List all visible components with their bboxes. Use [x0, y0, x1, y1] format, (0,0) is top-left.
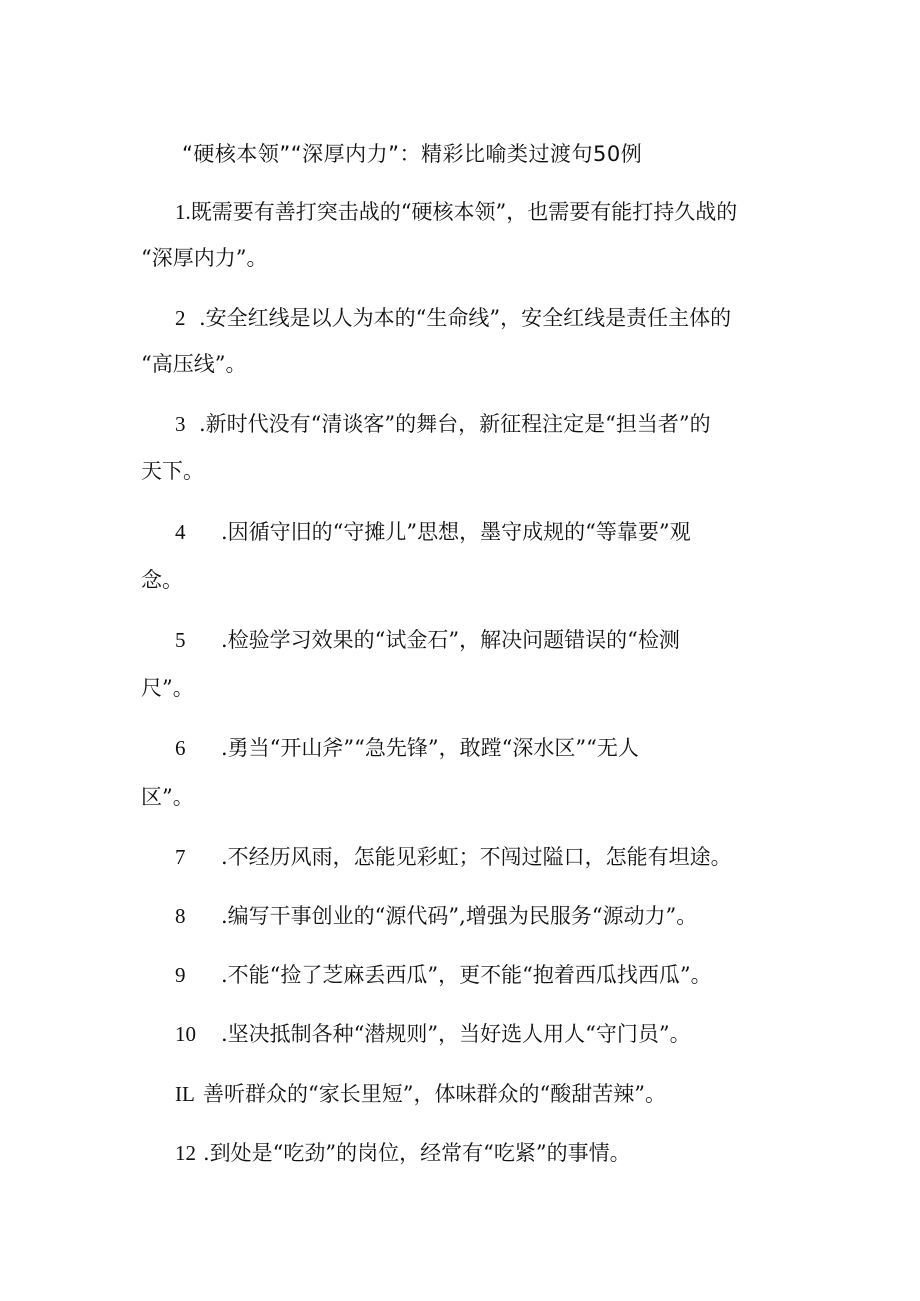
list-item-continuation: [141, 350, 246, 378]
item-text: .到处是“吃劲”的岗位，经常有“吃紧”的事情。: [203, 1141, 631, 1165]
document-title: “硬核本领”“深厚内力”：精彩比喻类过渡句50例: [182, 142, 643, 166]
item-text: 区”。: [141, 785, 194, 809]
item-text: .因循守旧的“守摊儿”思想，墨守成规的“等靠要”观: [221, 520, 691, 544]
item-text: 善听群众的“家长里短”，体味群众的“酸甜苦辣”。: [203, 1082, 666, 1106]
item-text: .不经历风雨，怎能见彩虹；不闯过隘口，怎能有坦途。: [221, 845, 732, 869]
list-item-line: [175, 410, 711, 438]
list-item-line: [175, 961, 712, 989]
item-number: 6: [175, 736, 186, 760]
item-number: 3: [175, 412, 186, 436]
list-item-continuation: [141, 783, 194, 811]
list-item-line: [175, 198, 737, 226]
list-item-continuation: [141, 244, 267, 272]
item-number: 5: [175, 628, 186, 652]
item-text: .坚决抵制各种“潜规则”，当好选人用人“守门员”。: [221, 1022, 691, 1046]
item-text: 天下。: [141, 459, 204, 483]
list-item-line: [175, 304, 731, 332]
item-text: 尺”。: [141, 676, 194, 700]
item-text: .勇当“开山斧”“急先锋”，敢蹚“深水区”“无人: [221, 736, 639, 760]
item-text: 既需要有善打突击战的“硬核本领”，也需要有能打持久战的: [190, 200, 738, 224]
item-text: 念。: [141, 568, 183, 592]
list-item-line: [175, 843, 732, 871]
list-item-line: [175, 1080, 666, 1108]
item-number: 2: [175, 306, 186, 330]
item-text: “高压线”。: [141, 352, 247, 376]
item-number: 7: [175, 845, 186, 869]
list-item-continuation: [141, 566, 183, 594]
item-number: 12: [175, 1141, 196, 1165]
list-item-continuation: [141, 674, 194, 702]
item-text: .安全红线是以人为本的“生命线”，安全红线是责任主体的: [199, 306, 732, 330]
item-number: 4: [175, 520, 186, 544]
item-text: “深厚内力”。: [141, 246, 268, 270]
item-number: 1.: [175, 200, 191, 224]
list-item-line: [175, 1020, 691, 1048]
item-text: .新时代没有“清谈客”的舞台，新征程注定是“担当者”的: [199, 412, 711, 436]
item-number: IL: [175, 1082, 195, 1106]
item-number: 8: [175, 904, 186, 928]
list-item-line: [175, 518, 691, 546]
item-text: .编写干事创业的“源代码”,增强为民服务“源动力”。: [221, 904, 698, 928]
item-text: .不能“捡了芝麻丢西瓜”，更不能“抱着西瓜找西瓜”。: [221, 963, 712, 987]
list-item-line: [175, 902, 697, 930]
list-item-line: [175, 734, 639, 762]
list-item-continuation: [141, 457, 204, 485]
item-number: 10: [175, 1022, 196, 1046]
item-text: .检验学习效果的“试金石”，解决问题错误的“检测: [221, 628, 680, 652]
item-number: 9: [175, 963, 186, 987]
list-item-line: [175, 626, 680, 654]
list-item-line: [175, 1139, 631, 1167]
